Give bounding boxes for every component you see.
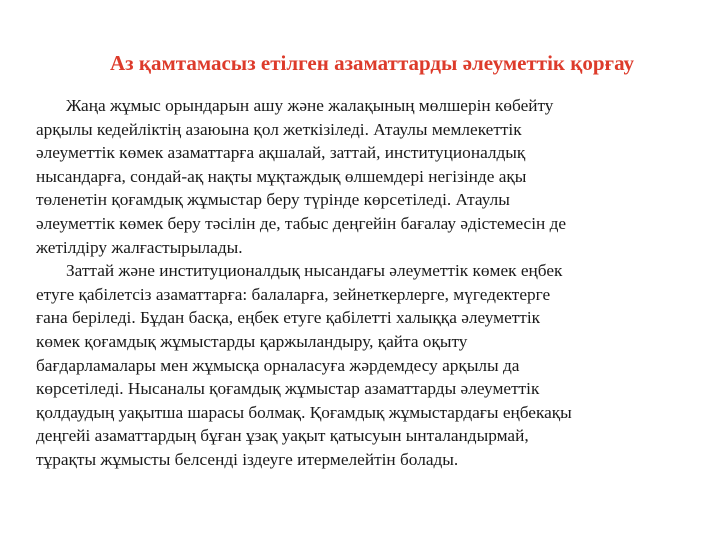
text-line: көрсетіледі. Нысаналы қоғамдық жұмыстар азаматтарды әлеуметтік — [36, 379, 540, 399]
slide-title: Аз қамтамасыз етілген азаматтарды әлеуметтік қорғау — [110, 51, 635, 75]
text-line: бағдарламалары мен жұмысқа орналасуға жәрдемдесу арқылы да — [36, 355, 520, 375]
body-text — [36, 94, 696, 472]
text-line: жетілдіру жалғастырылады. — [36, 237, 243, 257]
text-line: төленетін қоғамдық жұмыстар беру түрінде көрсетіледі. Атаулы — [36, 190, 510, 210]
text-line: нысандарға, сондай-ақ нақты мұқтаждық өлшемдері негізінде ақы — [36, 166, 527, 186]
text-line: етуге қабілетсіз азаматтарға: балаларға, зейнеткерлерге, мүгедектерге — [36, 284, 551, 304]
text-line: қолдаудың уақытша шарасы болмақ. Қоғамдық жұмыстардағы еңбекақы — [36, 402, 572, 422]
text-line: арқылы кедейліктің азаюына қол жеткізіледі. Атаулы мемлекеттік — [36, 119, 522, 139]
text-line: деңгейі азаматтардың бұған ұзақ уақыт қатысуын ынталандырмай, — [36, 426, 529, 446]
text-line: көмек қоғамдық жұмыстарды қаржыландыру, қайта оқыту — [36, 331, 468, 351]
text-line: Жаңа жұмыс орындарын ашу және жалақының мөлшерін көбейту — [66, 96, 554, 115]
text-line: әлеуметтік көмек азаматтарға ақшалай, заттай, институционалдық — [36, 143, 526, 163]
text-line: әлеуметтік көмек беру тәсілін де, табыс деңгейін бағалау әдістемесін де — [36, 213, 567, 233]
text-line: тұрақты жұмысты белсенді іздеуге итермелейтін болады. — [36, 449, 459, 469]
text-line: Заттай және институционалдық нысандағы әлеуметтік көмек еңбек — [66, 261, 563, 281]
text-line: ғана беріледі. Бұдан басқа, еңбек етуге қабілетті халыққа әлеуметтік — [36, 308, 541, 328]
